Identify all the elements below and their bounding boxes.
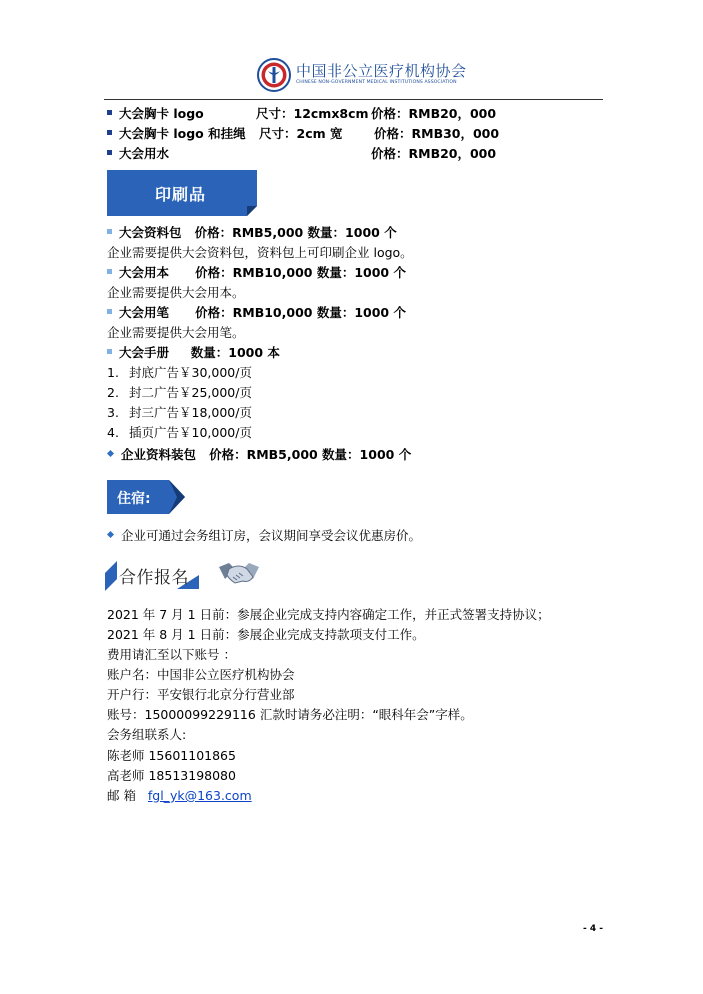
item-detail: 价格：RMB10,000 数量：1000 个 bbox=[195, 265, 406, 280]
ad-number: 4. bbox=[107, 425, 119, 440]
square-bullet-icon bbox=[107, 229, 112, 234]
lodging-description: 企业可通过会务组订房，会议期间享受会议优惠房价。 bbox=[121, 528, 422, 543]
list-item bbox=[107, 145, 169, 162]
cooperation-section-banner bbox=[105, 553, 265, 593]
cooperation-line: 费用请汇至以下账号 ： bbox=[107, 647, 236, 662]
contact-heading: 会务组联系人: bbox=[107, 727, 187, 742]
square-bullet-icon bbox=[107, 309, 112, 314]
account-number: 账号：15000099229116 汇款时请务必注明：“眼科年会”字样。 bbox=[107, 707, 473, 722]
handshake-icon bbox=[217, 559, 261, 589]
diamond-bullet-icon bbox=[107, 450, 114, 457]
square-bullet-icon bbox=[107, 150, 112, 155]
item-label: 大会用笔 bbox=[119, 305, 170, 320]
printing-section-title: 印刷品 bbox=[155, 185, 207, 204]
printing-section-banner bbox=[107, 170, 257, 216]
item-name: 大会胸卡 logo bbox=[119, 106, 204, 121]
list-item bbox=[107, 105, 204, 122]
ad-text: 插页广告￥10,000/页 bbox=[129, 425, 252, 440]
item-detail: 数量：1000 本 bbox=[190, 345, 280, 360]
association-logo-icon bbox=[257, 58, 291, 92]
item-price: 价格：RMB20，000 bbox=[371, 106, 497, 121]
email-link[interactable]: fgl_yk@163.com bbox=[147, 788, 252, 803]
ad-number: 2. bbox=[107, 385, 119, 400]
square-bullet-icon bbox=[107, 269, 112, 274]
ad-number: 1. bbox=[107, 365, 119, 380]
list-item bbox=[107, 344, 280, 361]
org-name-en: CHINESE NON-GOVERNMENT MEDICAL INSTITUTIONS ASSOCIATION bbox=[296, 80, 457, 85]
item-label: 企业资料装包 bbox=[121, 447, 197, 462]
lodging-section-banner bbox=[107, 480, 187, 514]
ad-item bbox=[107, 384, 252, 401]
item-description: 企业需要提供大会资料包，资料包上可印刷企业 logo。 bbox=[107, 245, 413, 260]
item-size: 尺寸：2cm 宽 bbox=[259, 126, 343, 141]
item-description: 企业需要提供大会用笔。 bbox=[107, 325, 245, 340]
square-bullet-icon bbox=[107, 110, 112, 115]
item-name: 大会胸卡 logo 和挂绳 bbox=[119, 126, 246, 141]
item-detail: 价格：RMB5,000 数量：1000 个 bbox=[209, 447, 412, 462]
ad-text: 封三广告￥18,000/页 bbox=[129, 405, 252, 420]
cooperation-line: 2021 年 8 月 1 日前：参展企业完成支持款项支付工作。 bbox=[107, 627, 425, 642]
account-name: 账户名：中国非公立医疗机构协会 bbox=[107, 667, 295, 682]
contact-chen: 陈老师 15601101865 bbox=[107, 748, 236, 763]
item-description: 企业需要提供大会用本。 bbox=[107, 285, 245, 300]
ad-number: 3. bbox=[107, 405, 119, 420]
diamond-bullet-icon bbox=[107, 531, 114, 538]
item-name: 大会用水 bbox=[119, 146, 170, 161]
email-row bbox=[107, 787, 252, 804]
item-label: 大会资料包 bbox=[119, 225, 182, 240]
square-bullet-icon bbox=[107, 349, 112, 354]
list-item bbox=[107, 264, 406, 281]
item-label: 大会用本 bbox=[119, 265, 170, 280]
ad-item bbox=[107, 424, 252, 441]
square-bullet-icon bbox=[107, 130, 112, 135]
contact-gao: 高老师 18513198080 bbox=[107, 768, 236, 783]
ad-item bbox=[107, 404, 252, 421]
list-item bbox=[107, 125, 246, 142]
cooperation-line: 2021 年 7 月 1 日前：参展企业完成支持内容确定工作，并正式签署支持协议； bbox=[107, 607, 550, 622]
email-label: 邮 箱 bbox=[107, 788, 136, 803]
bank-name: 开户行：平安银行北京分行营业部 bbox=[107, 687, 295, 702]
item-price: 价格：RMB30，000 bbox=[374, 126, 500, 141]
lodging-section-title: 住宿: bbox=[117, 491, 151, 507]
org-name: 中国非公立医疗机构协会 bbox=[296, 62, 467, 80]
header-divider bbox=[104, 99, 603, 100]
list-item bbox=[107, 224, 397, 241]
page-number: - 4 - bbox=[583, 924, 603, 934]
item-size: 尺寸：12cmx8cm bbox=[256, 106, 369, 121]
item-detail: 价格：RMB10,000 数量：1000 个 bbox=[195, 305, 406, 320]
item-label: 大会手册 bbox=[119, 345, 170, 360]
header bbox=[0, 0, 703, 100]
item-price: 价格：RMB20，000 bbox=[371, 146, 497, 161]
cooperation-section-title: 合作报名 bbox=[119, 568, 189, 588]
ad-text: 封底广告￥30,000/页 bbox=[129, 365, 252, 380]
list-item bbox=[107, 446, 411, 463]
lodging-text bbox=[107, 527, 421, 544]
ad-item bbox=[107, 364, 252, 381]
ad-text: 封二广告￥25,000/页 bbox=[129, 385, 252, 400]
list-item bbox=[107, 304, 406, 321]
item-detail: 价格：RMB5,000 数量：1000 个 bbox=[194, 225, 397, 240]
